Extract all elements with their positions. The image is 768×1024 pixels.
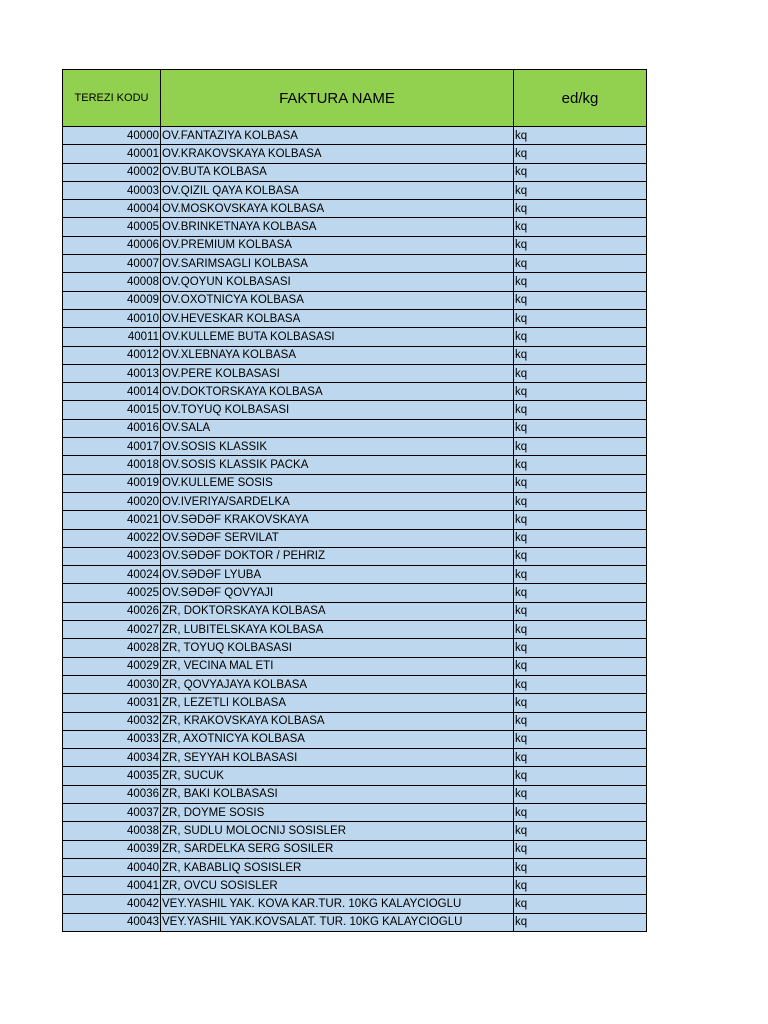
cell-name[interactable]: OV.FANTAZIYA KOLBASA bbox=[161, 127, 514, 145]
cell-name[interactable]: OV.KULLEME SOSIS bbox=[161, 474, 514, 492]
cell-code[interactable]: 40009 bbox=[63, 291, 161, 309]
table-row bbox=[63, 749, 647, 767]
cell-unit[interactable]: kq bbox=[514, 657, 647, 675]
cell-unit[interactable]: kq bbox=[514, 346, 647, 364]
cell-name[interactable]: OV.SOSIS KLASSIK bbox=[161, 438, 514, 456]
table-row bbox=[63, 639, 647, 657]
cell-code[interactable]: 40010 bbox=[63, 309, 161, 327]
table-row bbox=[63, 364, 647, 382]
cell-unit[interactable]: kq bbox=[514, 877, 647, 895]
cell-unit[interactable]: kq bbox=[514, 621, 647, 639]
table-row bbox=[63, 127, 647, 145]
cell-code[interactable]: 40011 bbox=[63, 328, 161, 346]
cell-name[interactable]: OV.HEVESKAR KOLBASA bbox=[161, 309, 514, 327]
table-row bbox=[63, 474, 647, 492]
cell-name[interactable]: OV.SƏDƏF DOKTOR / PEHRIZ bbox=[161, 547, 514, 565]
cell-name[interactable]: OV.KULLEME BUTA KOLBASASI bbox=[161, 328, 514, 346]
cell-name[interactable]: OV.SƏDƏF KRAKOVSKAYA bbox=[161, 511, 514, 529]
cell-unit[interactable]: kq bbox=[514, 492, 647, 510]
cell-code[interactable]: 40036 bbox=[63, 785, 161, 803]
table-row bbox=[63, 419, 647, 437]
table-row bbox=[63, 547, 647, 565]
cell-name[interactable]: OV.MOSKOVSKAYA KOLBASA bbox=[161, 200, 514, 218]
cell-name[interactable]: OV.SOSIS KLASSIK PACKA bbox=[161, 456, 514, 474]
cell-code[interactable]: 40006 bbox=[63, 236, 161, 254]
cell-code[interactable]: 40034 bbox=[63, 749, 161, 767]
table-row bbox=[63, 492, 647, 510]
cell-code[interactable]: 40031 bbox=[63, 694, 161, 712]
cell-unit[interactable]: kq bbox=[514, 309, 647, 327]
cell-name[interactable]: ZR, DOKTORSKAYA KOLBASA bbox=[161, 602, 514, 620]
table-row bbox=[63, 712, 647, 730]
table-row bbox=[63, 785, 647, 803]
cell-unit[interactable]: kq bbox=[514, 273, 647, 291]
table-row bbox=[63, 236, 647, 254]
cell-code[interactable]: 40025 bbox=[63, 584, 161, 602]
cell-name[interactable]: ZR, VECINA MAL ETI bbox=[161, 657, 514, 675]
table-row bbox=[63, 328, 647, 346]
cell-unit[interactable]: kq bbox=[514, 803, 647, 821]
cell-name[interactable]: ZR, KABABLIQ SOSISLER bbox=[161, 858, 514, 876]
cell-code[interactable]: 40019 bbox=[63, 474, 161, 492]
cell-unit[interactable]: kq bbox=[514, 511, 647, 529]
cell-name[interactable]: ZR, QOVYAJAYA KOLBASA bbox=[161, 675, 514, 693]
cell-unit[interactable]: kq bbox=[514, 895, 647, 913]
table-row bbox=[63, 877, 647, 895]
cell-code[interactable]: 40013 bbox=[63, 364, 161, 382]
table-row bbox=[63, 584, 647, 602]
table-row bbox=[63, 895, 647, 913]
cell-name[interactable]: ZR, AXOTNICYA KOLBASA bbox=[161, 730, 514, 748]
cell-unit[interactable]: kq bbox=[514, 547, 647, 565]
cell-unit[interactable]: kq bbox=[514, 913, 647, 931]
cell-code[interactable]: 40035 bbox=[63, 767, 161, 785]
cell-name[interactable]: OV.PERE KOLBASASI bbox=[161, 364, 514, 382]
cell-code[interactable]: 40028 bbox=[63, 639, 161, 657]
cell-unit[interactable]: kq bbox=[514, 694, 647, 712]
table-row bbox=[63, 511, 647, 529]
cell-code[interactable]: 40003 bbox=[63, 181, 161, 199]
cell-name[interactable]: OV.TOYUQ KOLBASASI bbox=[161, 401, 514, 419]
cell-code[interactable]: 40007 bbox=[63, 255, 161, 273]
cell-unit[interactable]: kq bbox=[514, 730, 647, 748]
table-row bbox=[63, 621, 647, 639]
cell-name[interactable]: OV.DOKTORSKAYA KOLBASA bbox=[161, 383, 514, 401]
cell-code[interactable]: 40017 bbox=[63, 438, 161, 456]
table-row bbox=[63, 273, 647, 291]
table-row bbox=[63, 529, 647, 547]
table-row bbox=[63, 383, 647, 401]
table-row bbox=[63, 401, 647, 419]
column-header-code[interactable]: TEREZI KODU bbox=[63, 70, 161, 127]
table-row bbox=[63, 840, 647, 858]
table-row bbox=[63, 255, 647, 273]
table-row bbox=[63, 858, 647, 876]
column-header-name[interactable]: FAKTURA NAME bbox=[161, 70, 514, 127]
cell-name[interactable]: ZR, LEZETLI KOLBASA bbox=[161, 694, 514, 712]
cell-code[interactable]: 40032 bbox=[63, 712, 161, 730]
cell-code[interactable]: 40038 bbox=[63, 822, 161, 840]
cell-unit[interactable]: kq bbox=[514, 236, 647, 254]
spreadsheet-sheet bbox=[62, 69, 646, 932]
cell-unit[interactable]: kq bbox=[514, 675, 647, 693]
cell-name[interactable]: ZR, SUDLU MOLOCNIJ SOSISLER bbox=[161, 822, 514, 840]
cell-name[interactable]: ZR, SARDELKA SERG SOSILER bbox=[161, 840, 514, 858]
cell-unit[interactable]: kq bbox=[514, 145, 647, 163]
cell-name[interactable]: OV.KRAKOVSKAYA KOLBASA bbox=[161, 145, 514, 163]
cell-unit[interactable]: kq bbox=[514, 749, 647, 767]
cell-unit[interactable]: kq bbox=[514, 822, 647, 840]
cell-unit[interactable]: kq bbox=[514, 181, 647, 199]
table-row bbox=[63, 309, 647, 327]
cell-code[interactable]: 40037 bbox=[63, 803, 161, 821]
cell-name[interactable]: OV.QIZIL QAYA KOLBASA bbox=[161, 181, 514, 199]
cell-code[interactable]: 40014 bbox=[63, 383, 161, 401]
table-row bbox=[63, 145, 647, 163]
cell-name[interactable]: ZR, KRAKOVSKAYA KOLBASA bbox=[161, 712, 514, 730]
table-row bbox=[63, 767, 647, 785]
cell-name[interactable]: OV.SALA bbox=[161, 419, 514, 437]
cell-name[interactable]: ZR, SUCUK bbox=[161, 767, 514, 785]
table-row bbox=[63, 291, 647, 309]
table-body bbox=[63, 127, 647, 932]
cell-name[interactable]: OV.PREMIUM KOLBASA bbox=[161, 236, 514, 254]
cell-name[interactable]: OV.SARIMSAGLI KOLBASA bbox=[161, 255, 514, 273]
cell-unit[interactable]: kq bbox=[514, 767, 647, 785]
column-header-unit[interactable]: ed/kg bbox=[514, 70, 647, 127]
table-row bbox=[63, 675, 647, 693]
cell-name[interactable]: ZR, TOYUQ KOLBASASI bbox=[161, 639, 514, 657]
cell-unit[interactable]: kq bbox=[514, 858, 647, 876]
cell-code[interactable]: 40040 bbox=[63, 858, 161, 876]
table-row bbox=[63, 181, 647, 199]
cell-code[interactable]: 40000 bbox=[63, 127, 161, 145]
table-row bbox=[63, 657, 647, 675]
cell-name[interactable]: ZR, OVCU SOSISLER bbox=[161, 877, 514, 895]
table-row bbox=[63, 218, 647, 236]
cell-code[interactable]: 40002 bbox=[63, 163, 161, 181]
table-row bbox=[63, 346, 647, 364]
cell-unit[interactable]: kq bbox=[514, 712, 647, 730]
cell-unit[interactable]: kq bbox=[514, 602, 647, 620]
header-row bbox=[63, 70, 647, 127]
cell-code[interactable]: 40004 bbox=[63, 200, 161, 218]
cell-code[interactable]: 40027 bbox=[63, 621, 161, 639]
cell-unit[interactable]: kq bbox=[514, 291, 647, 309]
table-row bbox=[63, 602, 647, 620]
cell-code[interactable]: 40021 bbox=[63, 511, 161, 529]
product-table bbox=[62, 69, 647, 932]
cell-unit[interactable]: kq bbox=[514, 529, 647, 547]
cell-name[interactable]: OV.QOYUN KOLBASASI bbox=[161, 273, 514, 291]
cell-code[interactable]: 40041 bbox=[63, 877, 161, 895]
cell-unit[interactable]: kq bbox=[514, 255, 647, 273]
cell-name[interactable]: OV.SƏDƏF LYUBA bbox=[161, 566, 514, 584]
cell-unit[interactable]: kq bbox=[514, 383, 647, 401]
cell-name[interactable]: ZR, SEYYAH KOLBASASI bbox=[161, 749, 514, 767]
cell-unit[interactable]: kq bbox=[514, 785, 647, 803]
table-row bbox=[63, 730, 647, 748]
cell-name[interactable]: OV.BUTA KOLBASA bbox=[161, 163, 514, 181]
cell-unit[interactable]: kq bbox=[514, 639, 647, 657]
table-row bbox=[63, 566, 647, 584]
cell-name[interactable]: OV.IVERIYA/SARDELKA bbox=[161, 492, 514, 510]
cell-code[interactable]: 40020 bbox=[63, 492, 161, 510]
cell-unit[interactable]: kq bbox=[514, 456, 647, 474]
cell-unit[interactable]: kq bbox=[514, 200, 647, 218]
cell-code[interactable]: 40039 bbox=[63, 840, 161, 858]
cell-unit[interactable]: kq bbox=[514, 364, 647, 382]
cell-code[interactable]: 40001 bbox=[63, 145, 161, 163]
cell-code[interactable]: 40023 bbox=[63, 547, 161, 565]
cell-name[interactable]: ZR, DOYME SOSIS bbox=[161, 803, 514, 821]
cell-unit[interactable]: kq bbox=[514, 127, 647, 145]
cell-code[interactable]: 40008 bbox=[63, 273, 161, 291]
table-row bbox=[63, 438, 647, 456]
cell-unit[interactable]: kq bbox=[514, 163, 647, 181]
cell-unit[interactable]: kq bbox=[514, 438, 647, 456]
cell-name[interactable]: OV.SƏDƏF QOVYAJI bbox=[161, 584, 514, 602]
cell-code[interactable]: 40042 bbox=[63, 895, 161, 913]
cell-code[interactable]: 40016 bbox=[63, 419, 161, 437]
table-row bbox=[63, 200, 647, 218]
cell-name[interactable]: ZR, BAKI KOLBASASI bbox=[161, 785, 514, 803]
cell-unit[interactable]: kq bbox=[514, 584, 647, 602]
cell-unit[interactable]: kq bbox=[514, 401, 647, 419]
cell-name[interactable]: OV.OXOTNICYA KOLBASA bbox=[161, 291, 514, 309]
table-row bbox=[63, 803, 647, 821]
cell-name[interactable]: ZR, LUBITELSKAYA KOLBASA bbox=[161, 621, 514, 639]
cell-code[interactable]: 40033 bbox=[63, 730, 161, 748]
cell-name[interactable]: OV.XLEBNAYA KOLBASA bbox=[161, 346, 514, 364]
cell-code[interactable]: 40043 bbox=[63, 913, 161, 931]
table-row bbox=[63, 822, 647, 840]
cell-unit[interactable]: kq bbox=[514, 474, 647, 492]
cell-name[interactable]: VEY.YASHIL YAK.KOVSALAT. TUR. 10KG KALAYCIOGLU bbox=[161, 913, 514, 931]
cell-unit[interactable]: kq bbox=[514, 218, 647, 236]
cell-code[interactable]: 40022 bbox=[63, 529, 161, 547]
cell-unit[interactable]: kq bbox=[514, 566, 647, 584]
cell-name[interactable]: VEY.YASHIL YAK. KOVA KAR.TUR. 10KG KALAYCIOGLU bbox=[161, 895, 514, 913]
cell-unit[interactable]: kq bbox=[514, 419, 647, 437]
cell-code[interactable]: 40030 bbox=[63, 675, 161, 693]
table-row bbox=[63, 456, 647, 474]
cell-code[interactable]: 40012 bbox=[63, 346, 161, 364]
cell-code[interactable]: 40029 bbox=[63, 657, 161, 675]
cell-code[interactable]: 40015 bbox=[63, 401, 161, 419]
cell-code[interactable]: 40018 bbox=[63, 456, 161, 474]
table-row bbox=[63, 163, 647, 181]
cell-code[interactable]: 40024 bbox=[63, 566, 161, 584]
cell-code[interactable]: 40005 bbox=[63, 218, 161, 236]
cell-unit[interactable]: kq bbox=[514, 328, 647, 346]
cell-unit[interactable]: kq bbox=[514, 840, 647, 858]
cell-name[interactable]: OV.SƏDƏF SERVILAT bbox=[161, 529, 514, 547]
cell-code[interactable]: 40026 bbox=[63, 602, 161, 620]
table-row bbox=[63, 913, 647, 931]
table-row bbox=[63, 694, 647, 712]
cell-name[interactable]: OV.BRINKETNAYA KOLBASA bbox=[161, 218, 514, 236]
